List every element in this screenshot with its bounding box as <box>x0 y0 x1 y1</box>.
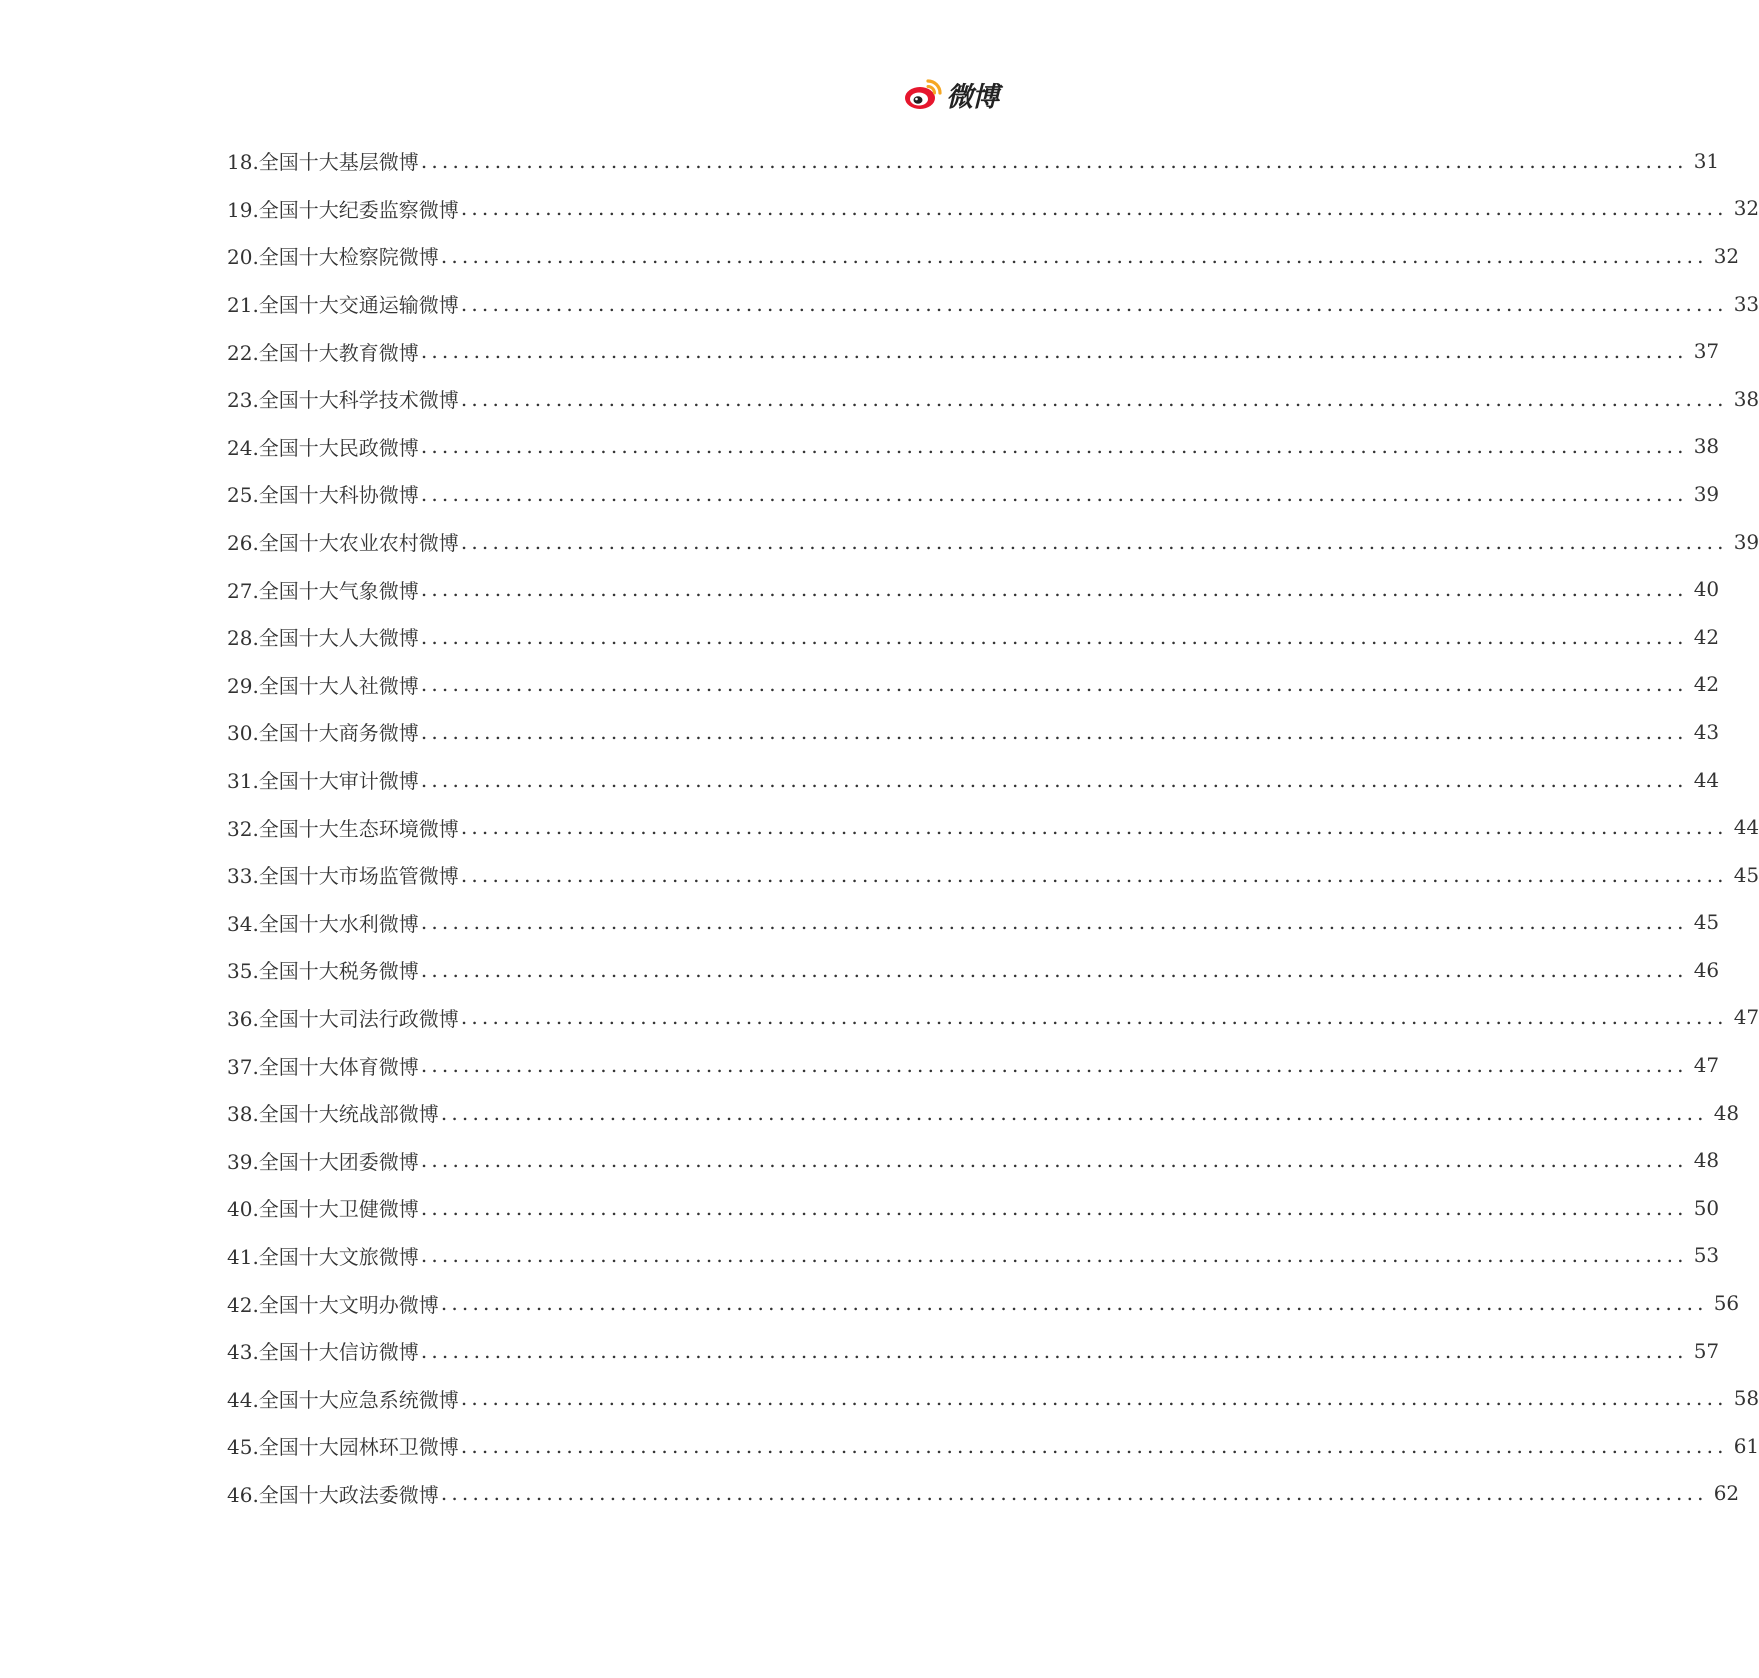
toc-page-number: 42 <box>1693 672 1720 697</box>
toc-entry[interactable] <box>227 899 1720 947</box>
toc-entry-title: 29.全国十大人社微博 <box>227 673 419 698</box>
toc-entry[interactable] <box>227 280 1759 328</box>
toc-entry[interactable] <box>227 613 1720 661</box>
toc-entry-title: 36.全国十大司法行政微博 <box>227 1006 459 1031</box>
toc-page-number: 44 <box>1693 767 1720 792</box>
toc-dot-leader: ........................................................................................................................ <box>460 1005 1728 1030</box>
toc-entry-title: 27.全国十大气象微博 <box>227 578 419 603</box>
toc-page-number: 50 <box>1693 1195 1720 1220</box>
toc-entry[interactable] <box>227 1422 1759 1470</box>
toc-entry[interactable] <box>227 137 1720 185</box>
toc-dot-leader: ........................................................................................................................ <box>420 577 1688 602</box>
toc-page-number: 37 <box>1693 339 1720 364</box>
toc-entry[interactable] <box>227 1041 1720 1089</box>
toc-entry[interactable] <box>227 423 1720 471</box>
toc-dot-leader: ........................................................................................................................ <box>420 1053 1688 1078</box>
toc-page-number: 38 <box>1693 434 1720 459</box>
toc-page-number: 48 <box>1693 1148 1720 1173</box>
toc-entry[interactable] <box>227 1136 1720 1184</box>
toc-dot-leader: ........................................................................................................................ <box>420 910 1688 935</box>
toc-dot-leader: ........................................................................................................................ <box>460 529 1728 554</box>
toc-entry-title: 33.全国十大市场监管微博 <box>227 864 459 889</box>
toc-dot-leader: ........................................................................................................................ <box>460 196 1728 221</box>
toc-dot-leader: ........................................................................................................................ <box>420 1338 1688 1363</box>
toc-dot-leader: ........................................................................................................................ <box>420 1148 1688 1173</box>
toc-entry[interactable] <box>227 946 1720 994</box>
toc-dot-leader: ........................................................................................................................ <box>460 386 1728 411</box>
toc-page-number: 32 <box>1713 243 1740 268</box>
toc-dot-leader: ........................................................................................................................ <box>420 1195 1688 1220</box>
toc-page-number: 43 <box>1693 719 1720 744</box>
toc-page-number: 39 <box>1693 481 1720 506</box>
table-of-contents <box>227 137 1759 1517</box>
toc-dot-leader: ........................................................................................................................ <box>420 339 1688 364</box>
toc-page-number: 42 <box>1693 624 1720 649</box>
toc-entry-title: 25.全国十大科协微博 <box>227 483 419 508</box>
toc-dot-leader: ........................................................................................................................ <box>460 291 1728 316</box>
toc-entry[interactable] <box>227 1232 1720 1280</box>
toc-page-number: 38 <box>1733 386 1759 411</box>
toc-dot-leader: ........................................................................................................................ <box>460 862 1728 887</box>
toc-dot-leader: ........................................................................................................................ <box>420 957 1688 982</box>
toc-dot-leader: ........................................................................................................................ <box>440 1100 1708 1125</box>
toc-dot-leader: ........................................................................................................................ <box>460 1386 1728 1411</box>
toc-entry[interactable] <box>227 803 1759 851</box>
toc-page-number: 56 <box>1713 1291 1740 1316</box>
toc-entry-title: 43.全国十大信访微博 <box>227 1340 419 1365</box>
toc-dot-leader: ........................................................................................................................ <box>440 1291 1708 1316</box>
toc-entry-title: 30.全国十大商务微博 <box>227 721 419 746</box>
toc-entry[interactable] <box>227 1279 1740 1327</box>
toc-entry[interactable] <box>227 1089 1740 1137</box>
weibo-logo <box>904 74 998 114</box>
toc-entry-title: 40.全国十大卫健微博 <box>227 1197 419 1222</box>
weibo-eye-icon <box>904 76 944 112</box>
toc-dot-leader: ........................................................................................................................ <box>460 1433 1728 1458</box>
toc-page-number: 40 <box>1693 577 1720 602</box>
toc-page-number: 31 <box>1693 148 1720 173</box>
toc-page-number: 45 <box>1733 862 1759 887</box>
toc-entry[interactable] <box>227 994 1759 1042</box>
toc-entry-title: 21.全国十大交通运输微博 <box>227 293 459 318</box>
toc-dot-leader: ........................................................................................................................ <box>420 434 1688 459</box>
toc-page-number: 44 <box>1733 815 1759 840</box>
toc-page-number: 57 <box>1693 1338 1720 1363</box>
toc-entry-title: 28.全国十大人大微博 <box>227 626 419 651</box>
toc-entry-title: 18.全国十大基层微博 <box>227 150 419 175</box>
toc-entry-title: 20.全国十大检察院微博 <box>227 245 439 270</box>
toc-entry[interactable] <box>227 470 1720 518</box>
toc-dot-leader: ........................................................................................................................ <box>420 1243 1688 1268</box>
toc-page-number: 48 <box>1713 1100 1740 1125</box>
toc-entry[interactable] <box>227 1470 1740 1518</box>
toc-dot-leader: ........................................................................................................................ <box>420 719 1688 744</box>
toc-entry-title: 42.全国十大文明办微博 <box>227 1292 439 1317</box>
toc-entry[interactable] <box>227 661 1720 709</box>
toc-entry[interactable] <box>227 565 1720 613</box>
toc-dot-leader: ........................................................................................................................ <box>420 767 1688 792</box>
toc-entry-title: 31.全国十大审计微博 <box>227 769 419 794</box>
toc-entry[interactable] <box>227 185 1759 233</box>
toc-entry-title: 35.全国十大税务微博 <box>227 959 419 984</box>
toc-page-number: 45 <box>1693 910 1720 935</box>
toc-entry[interactable] <box>227 518 1759 566</box>
toc-page-number: 39 <box>1733 529 1759 554</box>
brand-text: 微博 <box>946 81 998 113</box>
toc-entry[interactable] <box>227 232 1740 280</box>
toc-dot-leader: ........................................................................................................................ <box>420 672 1688 697</box>
toc-entry[interactable] <box>227 1184 1720 1232</box>
toc-entry-title: 34.全国十大水利微博 <box>227 911 419 936</box>
toc-dot-leader: ........................................................................................................................ <box>440 243 1708 268</box>
toc-page-number: 62 <box>1713 1481 1740 1506</box>
toc-entry[interactable] <box>227 327 1720 375</box>
toc-page-number: 47 <box>1733 1005 1759 1030</box>
toc-entry-title: 32.全国十大生态环境微博 <box>227 816 459 841</box>
toc-entry-title: 38.全国十大统战部微博 <box>227 1102 439 1127</box>
toc-dot-leader: ........................................................................................................................ <box>440 1481 1708 1506</box>
toc-entry[interactable] <box>227 1327 1720 1375</box>
toc-entry-title: 44.全国十大应急系统微博 <box>227 1387 459 1412</box>
toc-page-number: 46 <box>1693 957 1720 982</box>
toc-entry[interactable] <box>227 756 1720 804</box>
toc-entry[interactable] <box>227 375 1759 423</box>
toc-entry[interactable] <box>227 851 1759 899</box>
toc-entry-title: 22.全国十大教育微博 <box>227 340 419 365</box>
toc-entry-title: 26.全国十大农业农村微博 <box>227 531 459 556</box>
toc-entry-title: 41.全国十大文旅微博 <box>227 1244 419 1269</box>
toc-dot-leader: ........................................................................................................................ <box>420 148 1688 173</box>
toc-dot-leader: ........................................................................................................................ <box>420 481 1688 506</box>
toc-entry-title: 24.全国十大民政微博 <box>227 435 419 460</box>
toc-dot-leader: ........................................................................................................................ <box>420 624 1688 649</box>
toc-page-number: 53 <box>1693 1243 1720 1268</box>
toc-page-number: 58 <box>1733 1386 1759 1411</box>
toc-entry-title: 37.全国十大体育微博 <box>227 1054 419 1079</box>
toc-entry[interactable] <box>227 1374 1759 1422</box>
toc-page-number: 47 <box>1693 1053 1720 1078</box>
toc-entry-title: 45.全国十大园林环卫微博 <box>227 1435 459 1460</box>
toc-entry[interactable] <box>227 708 1720 756</box>
toc-page-number: 61 <box>1733 1433 1759 1458</box>
toc-entry-title: 19.全国十大纪委监察微博 <box>227 197 459 222</box>
toc-page-number: 33 <box>1733 291 1759 316</box>
toc-entry-title: 23.全国十大科学技术微博 <box>227 388 459 413</box>
toc-dot-leader: ........................................................................................................................ <box>460 815 1728 840</box>
toc-entry-title: 46.全国十大政法委微博 <box>227 1482 439 1507</box>
toc-page-number: 32 <box>1733 196 1759 221</box>
toc-entry-title: 39.全国十大团委微博 <box>227 1149 419 1174</box>
